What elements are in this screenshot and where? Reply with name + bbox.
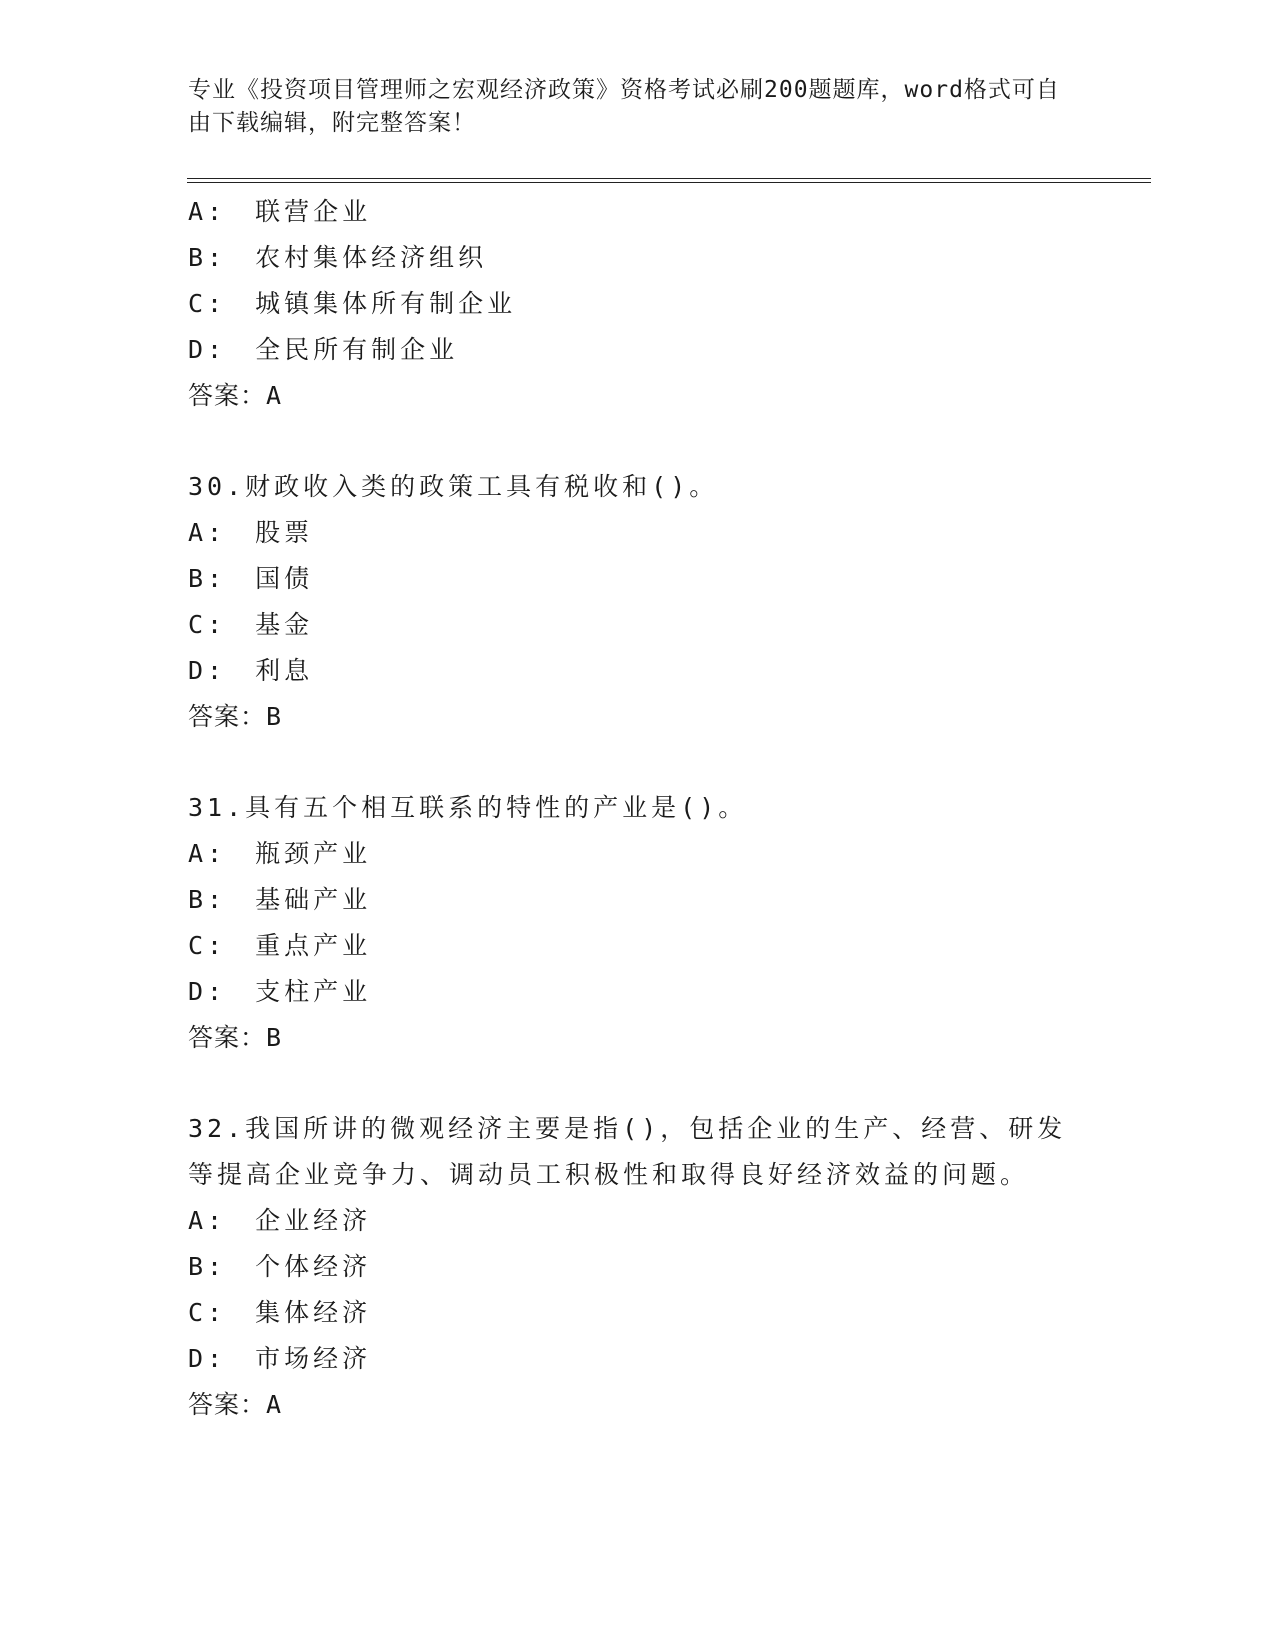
header-title: 专业《投资项目管理师之宏观经济政策》资格考试必刷200题题库，word格式可自由下载编辑，附完整答案！	[188, 77, 1060, 136]
question-block-30	[188, 464, 1088, 740]
question-block-31	[188, 785, 1088, 1061]
option-d: D: 利息	[188, 656, 314, 685]
question-text: 30.财政收入类的政策工具有税收和()。	[188, 472, 719, 501]
spacer	[188, 740, 1088, 785]
option-b: B: 基础产业	[188, 885, 372, 914]
option-b: B: 农村集体经济组织	[188, 243, 488, 272]
option-d: D: 全民所有制企业	[188, 335, 459, 364]
question-text: 31.具有五个相互联系的特性的产业是()。	[188, 793, 748, 822]
option-b: B: 个体经济	[188, 1252, 372, 1281]
spacer	[188, 1061, 1088, 1106]
header-divider-top	[187, 178, 1151, 179]
option-c: C: 重点产业	[188, 931, 372, 960]
answer-line: 答案：B	[188, 702, 283, 731]
question-block-prev	[188, 189, 1088, 419]
answer-line: 答案：A	[188, 381, 283, 410]
option-b: B: 国债	[188, 564, 314, 593]
question-list	[188, 189, 1088, 1428]
option-c: C: 集体经济	[188, 1298, 372, 1327]
option-c: C: 城镇集体所有制企业	[188, 289, 517, 318]
document-header	[188, 74, 1068, 140]
option-d: D: 市场经济	[188, 1344, 372, 1373]
spacer	[188, 419, 1088, 464]
question-block-32	[188, 1106, 1088, 1428]
option-c: C: 基金	[188, 610, 314, 639]
option-d: D: 支柱产业	[188, 977, 372, 1006]
option-a: A: 企业经济	[188, 1206, 372, 1235]
option-a: A: 瓶颈产业	[188, 839, 372, 868]
answer-line: 答案：B	[188, 1023, 283, 1052]
option-a: A: 联营企业	[188, 197, 372, 226]
header-divider-bottom	[187, 182, 1151, 183]
option-a: A: 股票	[188, 518, 314, 547]
answer-line: 答案：A	[188, 1390, 283, 1419]
question-text: 32.我国所讲的微观经济主要是指()，包括企业的生产、经营、研发等提高企业竞争力、调动员工积极性和取得良好经济效益的问题。	[188, 1114, 1067, 1189]
